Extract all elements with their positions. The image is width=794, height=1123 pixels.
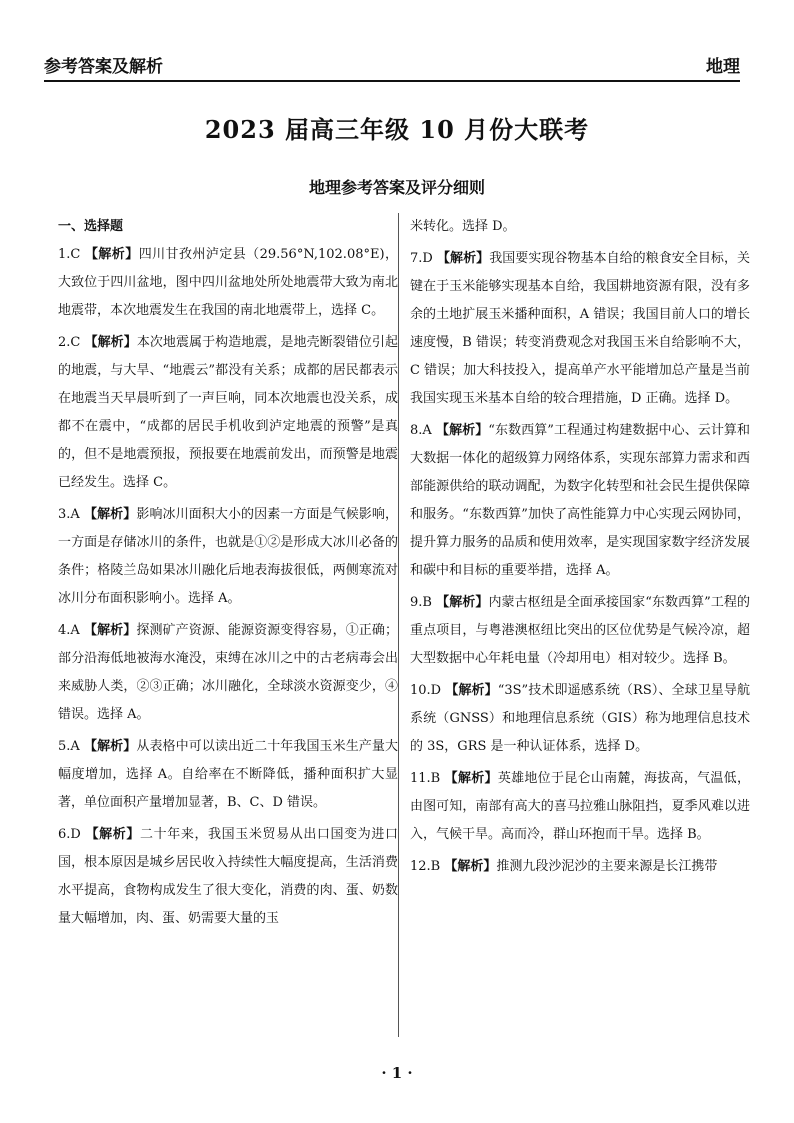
answer-text: 从表格中可以读出近二十年我国玉米生产量大幅度增加，选择 A。自给率在不断降低，播种面积扩大显著，单位面积产量增加显著，B、C、D 错误。 xyxy=(58,739,398,810)
answer-number: 2.C xyxy=(58,335,81,350)
analysis-tag: 【解析】 xyxy=(84,623,137,638)
answer-item xyxy=(58,617,398,729)
right-answer-list xyxy=(410,213,750,881)
answer-text: 英雄地位于昆仑山南麓，海拔高，气温低，由图可知，南部有高大的喜马拉雅山脉阻挡，夏季风难以进入，气候干旱。高而冷，群山环抱而干旱。选择 B。 xyxy=(410,771,750,842)
analysis-tag: 【解析】 xyxy=(84,247,139,262)
answer-item xyxy=(410,245,750,413)
answer-text: 四川甘孜州泸定县（29.56°N,102.08°E)，大致位于四川盆地，图中四川盆地处所处地震带大致为南北地震带，本次地震发生在我国的南北地震带上，选择 C。 xyxy=(58,247,398,318)
answer-number: 8.A xyxy=(410,423,432,438)
answer-text: 我国要实现谷物基本自给的粮食安全目标，关键在于玉米能够实现基本自给，我国耕地资源有限，没有多余的土地扩展玉米播种面积，A 错误；我国目前人口的增长速度慢，B 错误；转变消费观念对我国玉米自给影响不大，C 错误；加大科技投入，提高单产水平能增加总产量是当前我国实现玉米基本自给的较合理措施，D 正确。选择 D。 xyxy=(410,251,750,406)
answer-number: 9.B xyxy=(410,595,432,610)
right-column xyxy=(410,213,750,885)
answer-text: 推测九段沙泥沙的主要来源是长江携带 xyxy=(496,859,718,874)
answer-item xyxy=(58,241,398,325)
answer-item xyxy=(410,417,750,585)
analysis-tag: 【解析】 xyxy=(436,423,489,438)
page-header xyxy=(44,48,740,80)
answer-item xyxy=(58,821,398,933)
column-divider xyxy=(398,213,399,1037)
answer-item xyxy=(410,677,750,761)
answer-text: 二十年来，我国玉米贸易从出口国变为进口国，根本原因是城乡居民收入持续性大幅度提高，生活消费水平提高，食物构成发生了很大变化，消费的肉、蛋、奶数量大幅增加，肉、蛋、奶需要大量的玉 xyxy=(58,827,398,926)
answer-text: 内蒙古枢纽是全面承接国家“东数西算”工程的重点项目，与粤港澳枢纽比突出的区位优势是气候冷凉，超大型数据中心年耗电量（冷却用电）相对较少。选择 B。 xyxy=(410,595,750,666)
answer-item xyxy=(410,765,750,849)
answer-number: 11.B xyxy=(410,771,441,786)
answer-item xyxy=(410,213,750,241)
answer-item xyxy=(58,329,398,497)
answer-item xyxy=(58,501,398,613)
analysis-tag: 【解析】 xyxy=(437,251,490,266)
answer-item xyxy=(410,853,750,881)
section-heading: 一、选择题 xyxy=(58,219,124,234)
answer-number: 4.A xyxy=(58,623,80,638)
left-answer-list xyxy=(58,241,398,933)
analysis-tag: 【解析】 xyxy=(436,595,489,610)
page-subtitle: 地理参考答案及评分细则 xyxy=(308,178,485,197)
answer-text: 探测矿产资源、能源资源变得容易，①正确；部分沿海低地被海水淹没，束缚在冰川之中的古老病毒会出来威胁人类，②③正确；冰川融化，全球淡水资源变少，④错误。选择 A。 xyxy=(58,623,398,722)
answer-number: 5.A xyxy=(58,739,80,754)
answer-text: 影响冰川面积大小的因素一方面是气候影响，一方面是存储冰川的条件，也就是①②是形成大冰川必备的条件；格陵兰岛如果冰川融化后地表海拔很低，两侧寒流对冰川分布面积影响小。选择 A。 xyxy=(58,507,398,606)
analysis-tag: 【解析】 xyxy=(444,771,498,786)
answer-number: 1.C xyxy=(58,247,81,262)
answer-text: “东数西算”工程通过构建数据中心、云计算和大数据一体化的超级算力网络体系，实现东部算力需求和西部能源供给的联动调配，为数字化转型和社会民生提供保障和服务。“东数西算”加快了高性能算力中心实现云网协同，提升算力服务的品质和使用效率，是实现国家数字经济发展和碳中和目标的重要举措，选择 A。 xyxy=(410,423,750,578)
answer-number: 10.D xyxy=(410,683,442,698)
answer-number: 6.D xyxy=(58,827,81,842)
page-title: 2023 届高三年级 10 月份大联考 xyxy=(204,115,590,144)
answer-number: 7.D xyxy=(410,251,433,266)
header-subject-label: 地理 xyxy=(706,57,740,77)
answer-item xyxy=(410,589,750,673)
left-column xyxy=(58,213,398,937)
analysis-tag: 【解析】 xyxy=(444,859,497,874)
answer-text: 本次地震属于构造地震，是地壳断裂错位引起的地震，与大旱、“地震云”都没有关系；成都的居民都表示在地震当天早晨听到了一声巨响，同本次地震也没关系，成都不在震中，“成都的居民手机收到泸定地震的预警”是真的，但不是地震预报，预报要在地震前发出，而预警是地震已经发生。选择 C。 xyxy=(58,335,398,490)
answer-number: 12.B xyxy=(410,859,441,874)
analysis-tag: 【解析】 xyxy=(85,827,141,842)
answer-text: 米转化。选择 D。 xyxy=(410,219,516,234)
answer-item xyxy=(58,733,398,817)
analysis-tag: 【解析】 xyxy=(84,739,137,754)
answer-number: 3.A xyxy=(58,507,80,522)
header-rule xyxy=(44,80,740,82)
analysis-tag: 【解析】 xyxy=(84,335,137,350)
analysis-tag: 【解析】 xyxy=(445,683,498,698)
page-number: · 1 · xyxy=(381,1064,413,1082)
analysis-tag: 【解析】 xyxy=(84,507,137,522)
header-left-label: 参考答案及解析 xyxy=(44,57,163,77)
answer-text: “3S”技术即遥感系统（RS）、全球卫星导航系统（GNSS）和地理信息系统（GIS）称为地理信息技术的 3S，GRS 是一种认证体系，选择 D。 xyxy=(410,683,750,754)
